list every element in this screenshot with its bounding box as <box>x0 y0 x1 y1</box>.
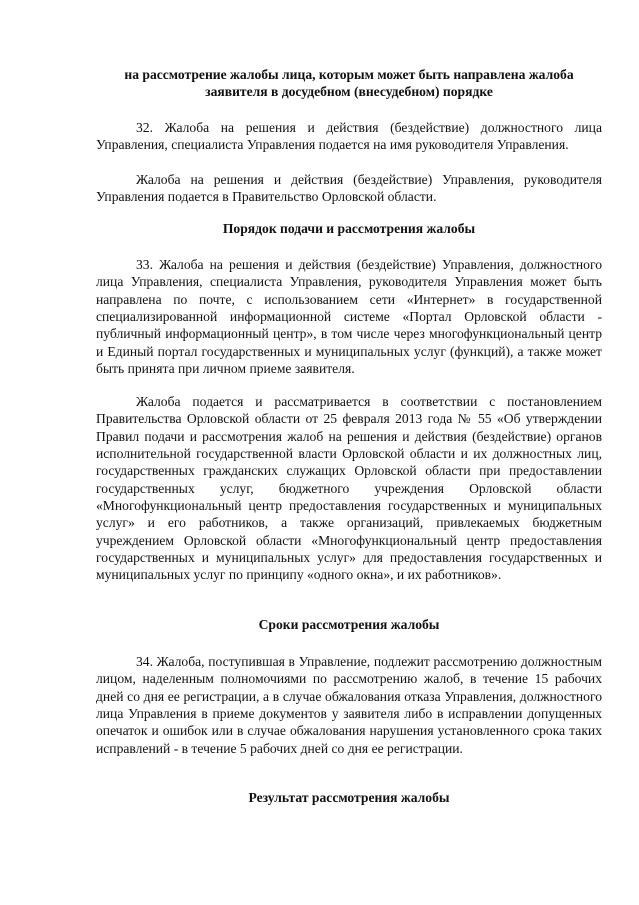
section-heading-submission-procedure: Порядок подачи и рассмотрения жалобы <box>222 221 476 236</box>
paragraph-33-part-2: Жалоба подается и рассматривается в соответствии с постановлением Правительства Орловской области от 25 февраля 2013 года № 55 «Об утверждении Правил подачи и рассмотрения жалоб на решения и действия (бездействие) органов исполнительной государственной власти Орловской области и их должностных лиц, государственных гражданских служащих Орловской области при предоставлении государственных услуг, бюджетного учреждения Орловской области «Многофункциональный центр предоставления государственных и муниципальных услуг» и его работников, а также организаций, привлекаемых бюджетным учреждением Орловской области «Многофункциональный центр предоставления государственных и муниципальных услуг» для предоставления государственных и муниципальных услуг по принципу «одного окна», и их работников». <box>96 394 602 583</box>
paragraph-32-part-2: Жалоба на решения и действия (бездействие) Управления, руководителя Управления подается в Правительство Орловской области. <box>96 172 602 205</box>
section-heading-review-result: Результат рассмотрения жалобы <box>248 790 450 805</box>
paragraph-32-part-1: 32. Жалоба на решения и действия (бездействие) должностного лица Управления, специалиста Управления подается на имя руководителя Управления. <box>96 120 602 153</box>
section-heading-complaint-scope: на рассмотрение жалобы лица, которым может быть направлена жалоба заявителя в досудебном (внесудебном) порядке <box>124 67 574 99</box>
paragraph-34: 34. Жалоба, поступившая в Управление, подлежит рассмотрению должностным лицом, наделенным полномочиями по рассмотрению жалоб, в течение 15 рабочих дней со дня ее регистрации, а в случае обжалования отказа Управления, должностного лица Управления в приеме документов у заявителя либо в исправлении допущенных опечаток и ошибок или в случае обжалования нарушения установленного срока таких исправлений - в течение 5 рабочих дней со дня ее регистрации. <box>96 654 602 756</box>
section-heading-review-terms: Сроки рассмотрения жалобы <box>258 617 440 632</box>
paragraph-33-part-1: 33. Жалоба на решения и действия (бездействие) Управления, должностного лица Управления, специалиста Управления, руководителя Управления может быть направлена по почте, с использованием сети «Интернет» в государственной специализированной информационной системе «Портал Орловской области - публичный информационный центр», в том числе через многофункциональный центр и Единый портал государственных и муниципальных услуг (функций), а также может быть принята при личном приеме заявителя. <box>96 257 602 377</box>
